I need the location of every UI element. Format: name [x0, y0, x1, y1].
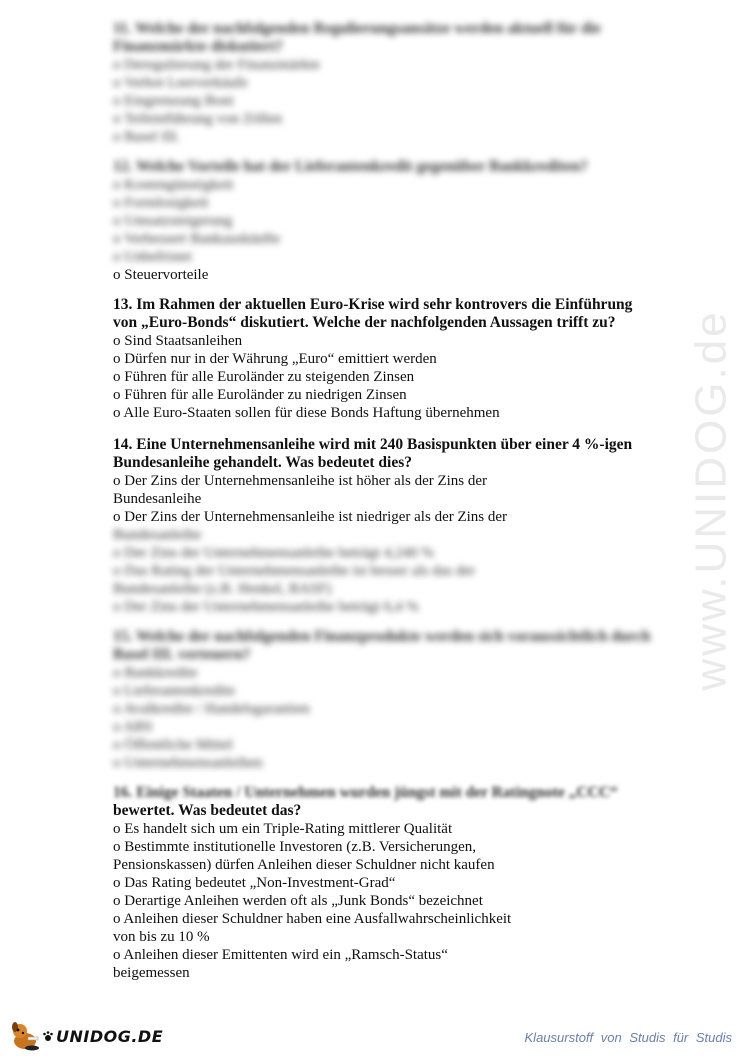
q12-option-6: o Steuervorteile [113, 267, 209, 283]
q14-option-1: o Der Zins der Unternehmensanleihe ist höher als der Zins der [113, 473, 488, 489]
q14-option-2-cont: Bundesanleihe [113, 527, 202, 543]
question-16-title-line1: 16. Einige Staaten / Unternehmen wurden jüngst mit der Ratingnote „CCC“ [113, 784, 618, 801]
unidog-logo [8, 1018, 163, 1054]
q16-option-2: o Bestimmte institutionelle Investoren (z.B. Versicherungen, [113, 839, 476, 855]
question-14-title-line2: Bundesanleihe gehandelt. Was bedeutet dies? [113, 454, 412, 471]
question-12 [113, 158, 653, 284]
q12-option-4: o Verbessert Bankauskünfte [113, 231, 281, 247]
question-14 [113, 436, 653, 616]
q14-option-4-cont: Bundesanleihe (z.B. Henkel, BASF) [113, 581, 332, 597]
question-11-title: 11. Welche der nachfolgenden Regulierungsansätze werden aktuell für die Finanzmärkte diskutiert? [113, 20, 601, 55]
q13-option-3: o Führen für alle Euroländer zu steigenden Zinsen [113, 369, 415, 385]
question-13-title-line2: von „Euro-Bonds“ diskutiert. Welche der nachfolgenden Aussagen trifft zu? [113, 314, 616, 331]
watermark-text: www.UNIDOG.de [687, 309, 737, 691]
question-12-title: 12. Welche Vorteile hat der Lieferantenkredit gegenüber Bankkrediten? [113, 158, 588, 175]
q15-option-6: o Unternehmensanleihen [113, 755, 263, 771]
q14-option-4: o Das Rating der Unternehmensanleihe ist besser als das der [113, 563, 475, 579]
q15-option-5: o Öffentliche Mittel [113, 737, 233, 753]
q13-option-1: o Sind Staatsanleihen [113, 333, 243, 349]
q15-option-4: o ABS [113, 719, 153, 735]
q13-option-5: o Alle Euro-Staaten sollen für diese Bonds Haftung übernehmen [113, 405, 500, 421]
question-13 [113, 296, 653, 422]
q14-option-3: o Der Zins der Unternehmensanleihe beträgt 4,240 % [113, 545, 434, 561]
q14-option-2: o Der Zins der Unternehmensanleihe ist niedriger als der Zins der [113, 509, 508, 525]
question-16-title-line2: bewertet. Was bedeutet das? [113, 802, 302, 819]
q11-option-4: o Teileinführung von Zöllen [113, 111, 283, 127]
footer-tagline: Klausurstoff von Studis für Studis [524, 1030, 732, 1045]
q16-option-1: o Es handelt sich um ein Triple-Rating mittlerer Qualität [113, 821, 453, 837]
q12-option-3: o Umsatzsteigerung [113, 213, 233, 229]
q12-option-1: o Kostengünstigkeit [113, 177, 234, 193]
question-16 [113, 784, 653, 982]
question-15-title: 15. Welche der nachfolgenden Finanzprodukte werden sich voraussichtlich durch Basel III. verteuern? [113, 628, 651, 663]
paw-icon [42, 1030, 54, 1042]
q11-option-3: o Eingrenzung Boni [113, 93, 234, 109]
q15-option-2: o Lieferantenkredite [113, 683, 236, 699]
q11-option-2: o Verbot Leerverkäufe [113, 75, 248, 91]
q16-option-6: o Anleihen dieser Emittenten wird ein „Ramsch-Status“ [113, 947, 448, 963]
q16-option-5-cont: von bis zu 10 % [113, 929, 210, 945]
q11-option-1: o Deregulierung der Finanzmärkte [113, 57, 321, 73]
q14-option-5: o Der Zins der Unternehmensanleihe beträgt 6,4 % [113, 599, 419, 615]
watermark [682, 270, 742, 730]
q14-option-1-cont: Bundesanleihe [113, 491, 202, 507]
q16-option-5: o Anleihen dieser Schuldner haben eine Ausfallwahrscheinlichkeit [113, 911, 512, 927]
logo-text: UNIDOG.DE [56, 1026, 164, 1046]
q15-option-3: o Avalkredite / Handelsgarantien [113, 701, 310, 717]
q16-option-2-cont: Pensionskassen) dürfen Anleihen dieser Schuldner nicht kaufen [113, 857, 495, 873]
question-13-title-line1: 13. Im Rahmen der aktuellen Euro-Krise wird sehr kontrovers die Einführung [113, 296, 633, 313]
question-15 [113, 628, 653, 772]
q16-option-3: o Das Rating bedeutet „Non-Investment-Grad“ [113, 875, 396, 891]
q16-option-4: o Derartige Anleihen werden oft als „Junk Bonds“ bezeichnet [113, 893, 483, 909]
q13-option-4: o Führen für alle Euroländer zu niedrigen Zinsen [113, 387, 407, 403]
q15-option-1: o Bankkredite [113, 665, 198, 681]
dog-mascot-icon [8, 1019, 42, 1053]
q13-option-2: o Dürfen nur in der Währung „Euro“ emittiert werden [113, 351, 437, 367]
q16-option-6-cont: beigemessen [113, 965, 190, 981]
q12-option-5: o Unbefristet [113, 249, 192, 265]
question-11 [113, 20, 653, 146]
q11-option-5: o Basel III. [113, 129, 181, 145]
q12-option-2: o Formlosigkeit [113, 195, 209, 211]
question-14-title-line1: 14. Eine Unternehmensanleihe wird mit 240 Basispunkten über einer 4 %-igen [113, 436, 633, 453]
